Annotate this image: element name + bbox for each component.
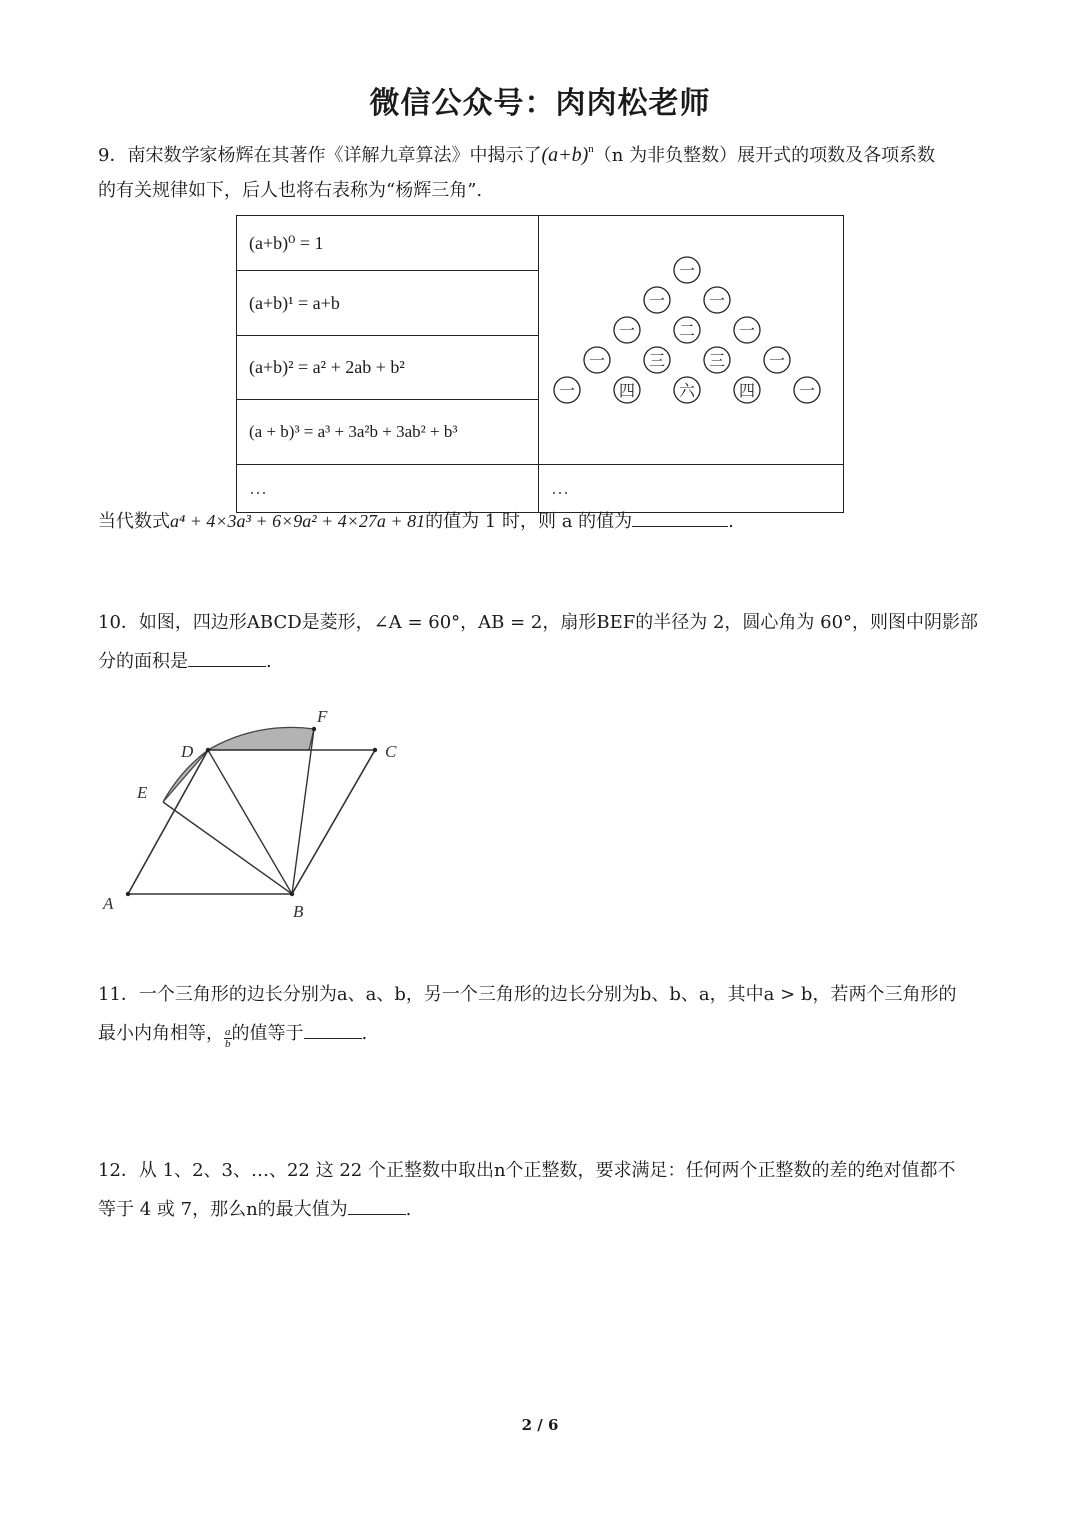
q11-answer-blank[interactable] <box>304 1022 362 1039</box>
radius-bf <box>292 729 314 894</box>
q11-text: 一个三角形的边长分别为a、a、b，另一个三角形的边长分别为b、b、a，其中a > b，若两个三角形的 <box>138 984 957 1005</box>
fraction-numerator: a <box>225 1026 231 1038</box>
triangle-node-label: 一 <box>798 381 816 400</box>
table-cell-row2: (a+b)² = a² + 2ab + b² <box>237 335 539 400</box>
table-cell-row4-left: … <box>237 465 539 513</box>
q10-line2-end: . <box>266 651 272 672</box>
q11-line2-a: 最小内角相等， <box>98 1023 224 1044</box>
fraction-denominator: b <box>225 1038 231 1050</box>
label-c: C <box>385 742 397 761</box>
q10-answer-blank[interactable] <box>188 650 266 667</box>
q12-line2 <box>98 1198 411 1221</box>
q12-line2-end: . <box>405 1199 412 1220</box>
triangle-node-label: 一 <box>708 291 726 310</box>
table-cell-row0: (a+b)⁰ = 1 <box>237 216 539 271</box>
triangle-node-label: 六 <box>678 381 696 400</box>
triangle-node-label: 一 <box>768 351 786 370</box>
q9-line1 <box>98 138 935 167</box>
triangle-node-label: 三 <box>648 351 666 370</box>
table-cell-row1: (a+b)¹ = a+b <box>237 271 539 336</box>
label-a: A <box>103 894 114 913</box>
q11-line2-end: . <box>361 1023 368 1044</box>
q9-line2: 的有关规律如下，后人也将右表称为“杨辉三角”. <box>98 180 483 201</box>
label-f: F <box>317 707 328 726</box>
q9-text-b: （n 为非负整数）展开式的项数及各项系数 <box>593 145 936 166</box>
triangle-node-label: 一 <box>588 351 606 370</box>
point-b <box>290 892 294 896</box>
q9-line3-end: . <box>728 511 734 532</box>
table-cell-row3: (a + b)³ = a³ + 3a²b + 3ab² + b³ <box>237 400 539 465</box>
rhombus-figure <box>95 700 425 925</box>
triangle-node-label: 一 <box>618 321 636 340</box>
triangle-cell <box>539 216 844 465</box>
q12-text: 从 1、2、3、…、22 这 22 个正整数中取出n个正整数，要求满足：任何两个正整数的差的绝对值都不 <box>138 1160 956 1181</box>
yanghui-triangle <box>539 216 843 459</box>
page-number: 2 / 6 <box>521 1416 559 1434</box>
q10-line2-a: 分的面积是 <box>98 651 188 672</box>
q9-number: 9． <box>98 145 128 166</box>
rhombus-abcd <box>128 750 375 894</box>
page-title: 微信公众号：肉肉松老师 <box>369 86 711 121</box>
q9-answer-blank[interactable] <box>632 510 728 527</box>
q11-fraction <box>224 1027 232 1050</box>
q9-line3-expr: a⁴ + 4×3a³ + 6×9a² + 4×27a + 81 <box>170 511 426 531</box>
diagonal-bd <box>208 750 292 894</box>
q12-line1 <box>98 1160 956 1182</box>
triangle-node-label: 一 <box>678 261 696 280</box>
q12-number: 12． <box>98 1160 139 1181</box>
yanghui-table <box>236 215 844 513</box>
triangle-node-label: 四 <box>738 381 756 400</box>
radius-be <box>163 802 292 894</box>
q9-line3-a: 当代数式 <box>98 511 170 532</box>
q11-line2 <box>98 1022 367 1050</box>
q11-line2-b: 的值等于 <box>231 1023 304 1044</box>
point-c <box>373 748 377 752</box>
point-d <box>206 748 210 752</box>
triangle-node-label: 二 <box>678 321 696 340</box>
triangle-node-label: 一 <box>738 321 756 340</box>
q10-number: 10． <box>98 612 139 633</box>
triangle-node-label: 四 <box>618 381 636 400</box>
q9-expr: (a+b) <box>541 144 589 166</box>
point-f <box>312 727 316 731</box>
q10-text: 如图，四边形ABCD是菱形，∠A = 60°，AB = 2，扇形BEF的半径为 2，圆心角为 60°，则图中阴影部 <box>138 612 979 633</box>
triangle-node-label: 三 <box>708 351 726 370</box>
q11-number: 11． <box>98 984 139 1005</box>
q10-line1 <box>98 612 978 634</box>
table-cell-row4-right: … <box>539 465 844 513</box>
triangle-node-label: 一 <box>558 381 576 400</box>
q12-answer-blank[interactable] <box>348 1198 406 1215</box>
label-d: D <box>181 742 194 761</box>
q10-line2 <box>98 650 272 673</box>
point-a <box>126 892 130 896</box>
q9-line3 <box>98 510 734 533</box>
q9-expr-exp: n <box>588 143 594 155</box>
q11-line1 <box>98 984 956 1006</box>
q12-line2-a: 等于 4 或 7，那么n的最大值为 <box>98 1199 348 1220</box>
triangle-node-label: 一 <box>648 291 666 310</box>
shaded-region-top <box>208 727 314 750</box>
q9-text-a: 南宋数学家杨辉在其著作《详解九章算法》中揭示了 <box>127 145 542 166</box>
label-e: E <box>137 783 148 802</box>
q9-line3-b: 的值为 1 时，则 a 的值为 <box>425 511 633 532</box>
label-b: B <box>293 902 304 921</box>
